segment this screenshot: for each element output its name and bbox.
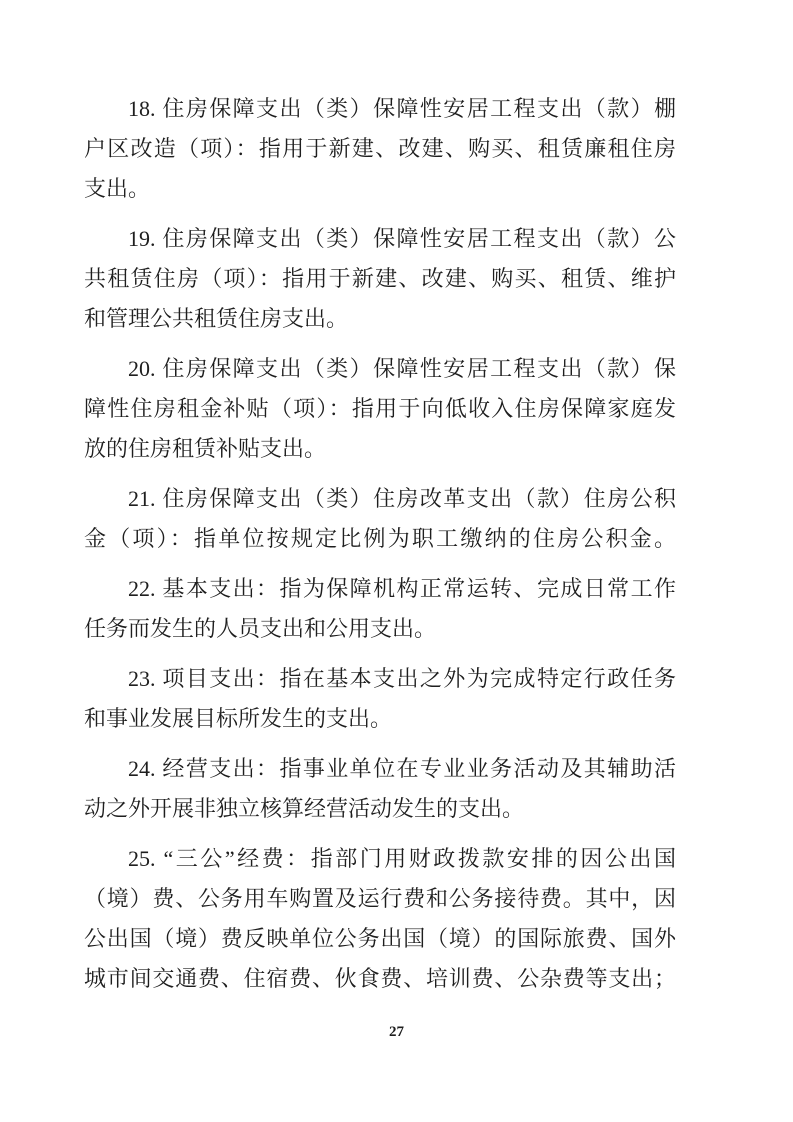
definition-paragraph-21 <box>84 479 676 559</box>
definition-paragraph-18 <box>84 89 676 209</box>
text-line: 支出。 <box>84 176 151 201</box>
definition-paragraph-22 <box>84 569 676 649</box>
text-line: 25. “三公”经费：指部门用财政拨款安排的因公出国 <box>128 846 676 871</box>
text-line: 户区改造（项）：指用于新建、改建、购买、租赁廉租住房 <box>84 136 676 161</box>
definition-paragraph-24 <box>84 749 676 829</box>
text-line: 19. 住房保障支出（类）保障性安居工程支出（款）公 <box>128 226 676 251</box>
page-number: 27 <box>389 1024 404 1040</box>
text-line: 21. 住房保障支出（类）住房改革支出（款）住房公积 <box>128 486 676 511</box>
definition-paragraph-20 <box>84 349 676 469</box>
text-line: 和事业发展目标所发生的支出。 <box>84 706 393 731</box>
text-line: 动之外开展非独立核算经营活动发生的支出。 <box>84 796 525 821</box>
text-line: 23. 项目支出：指在基本支出之外为完成特定行政任务 <box>128 666 676 691</box>
text-line: 18. 住房保障支出（类）保障性安居工程支出（款）棚 <box>128 96 676 121</box>
text-line: 22. 基本支出：指为保障机构正常运转、完成日常工作 <box>128 576 676 601</box>
definition-paragraph-23 <box>84 659 676 739</box>
text-line: 任务而发生的人员支出和公用支出。 <box>84 616 437 641</box>
text-line: 24. 经营支出：指事业单位在专业业务活动及其辅助活 <box>128 756 676 781</box>
text-line: 公出国（境）费反映单位公务出国（境）的国际旅费、国外 <box>84 926 676 951</box>
text-line: 障性住房租金补贴（项）：指用于向低收入住房保障家庭发 <box>84 396 676 421</box>
text-line: 放的住房租赁补贴支出。 <box>84 436 327 461</box>
text-line: 共租赁住房（项）：指用于新建、改建、购买、租赁、维护 <box>84 266 676 291</box>
definitions-list <box>84 89 676 1009</box>
text-line: （境）费、公务用车购置及运行费和公务接待费。其中，因 <box>84 886 676 911</box>
text-line: 金（项）：指单位按规定比例为职工缴纳的住房公积金。 <box>84 526 676 551</box>
definition-paragraph-25 <box>84 839 676 999</box>
text-line: 20. 住房保障支出（类）保障性安居工程支出（款）保 <box>128 356 676 381</box>
text-line: 城市间交通费、住宿费、伙食费、培训费、公杂费等支出； <box>84 966 676 991</box>
definition-paragraph-19 <box>84 219 676 339</box>
text-line: 和管理公共租赁住房支出。 <box>84 306 349 331</box>
